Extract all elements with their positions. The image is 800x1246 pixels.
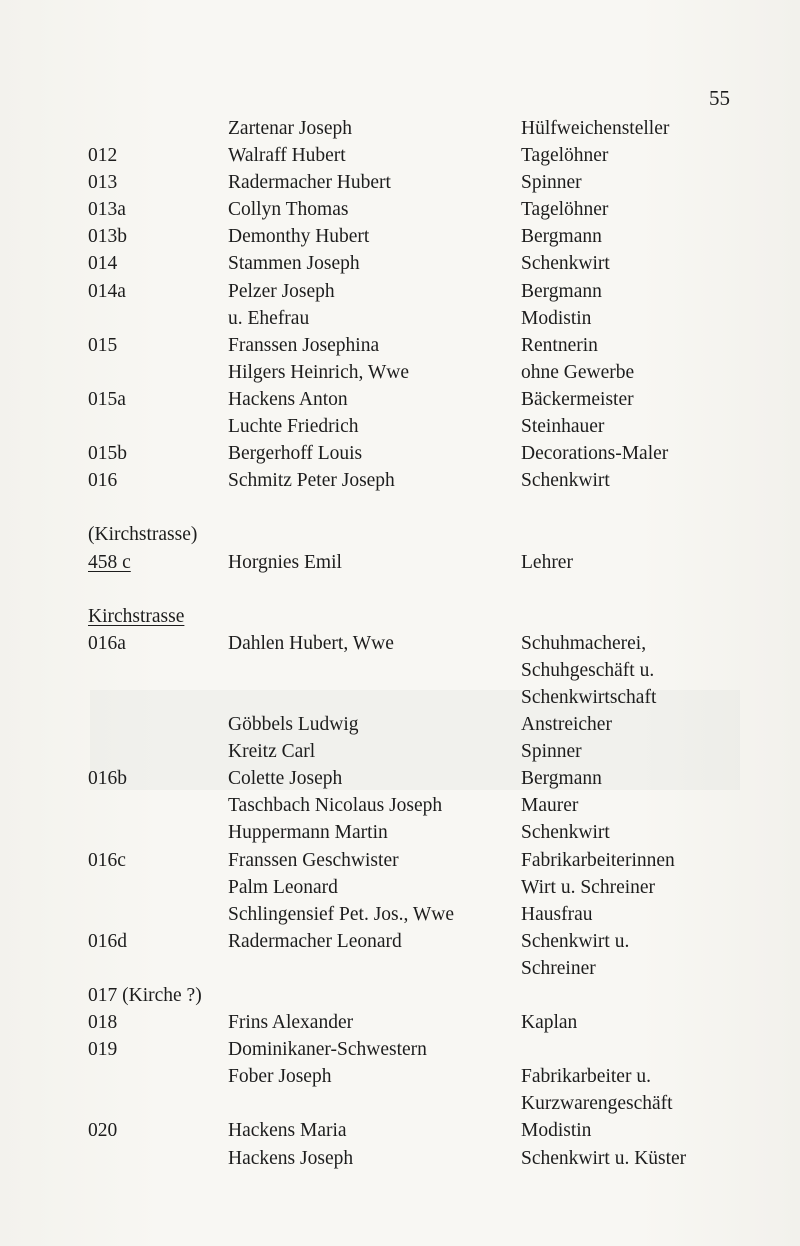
register-row (88, 738, 768, 765)
occupation: Bergmann (521, 280, 602, 302)
register-row (88, 1036, 768, 1063)
register-row (88, 576, 768, 603)
register-entries (88, 115, 768, 1172)
resident-name: Schlingensief Pet. Jos., Wwe (228, 903, 455, 925)
register-row (88, 413, 768, 440)
occupation: Lehrer (521, 551, 573, 573)
register-row (88, 874, 768, 901)
register-row (88, 440, 768, 467)
occupation: Schreiner (521, 957, 596, 979)
resident-name: Göbbels Ludwig (228, 714, 359, 736)
resident-name: Hackens Anton (228, 388, 348, 410)
occupation: Schenkwirt u. (521, 930, 630, 952)
house-number: 458 c (88, 551, 131, 573)
occupation: ohne Gewerbe (521, 361, 635, 383)
house-number: 013b (88, 226, 127, 248)
resident-name: Kreitz Carl (228, 741, 316, 763)
house-number: 016c (88, 849, 126, 871)
resident-name: Demonthy Hubert (228, 226, 370, 248)
resident-name: Luchte Friedrich (228, 416, 359, 438)
occupation: Anstreicher (521, 714, 612, 736)
register-row (88, 1009, 768, 1036)
resident-name: Huppermann Martin (228, 822, 388, 844)
register-row (88, 1117, 768, 1144)
house-number: 015b (88, 443, 127, 465)
resident-name: Horgnies Emil (228, 551, 342, 573)
register-row (88, 196, 768, 223)
occupation: Schuhmacherei, (521, 632, 647, 654)
occupation: Modistin (521, 1120, 592, 1142)
house-number: 014 (88, 253, 118, 275)
occupation: Schuhgeschäft u. (521, 659, 655, 681)
register-row (88, 982, 768, 1009)
resident-name: Collyn Thomas (228, 199, 349, 221)
house-number: 017 (Kirche ?) (88, 985, 202, 1006)
house-number: 016 (88, 470, 118, 492)
occupation: Hülfweichensteller (521, 118, 670, 139)
register-row (88, 467, 768, 494)
resident-name: Hackens Maria (228, 1120, 347, 1142)
resident-name: Colette Joseph (228, 768, 343, 790)
register-row (88, 494, 768, 521)
occupation: Schenkwirt (521, 822, 610, 844)
occupation: Tagelöhner (521, 199, 609, 221)
register-row (88, 603, 768, 630)
house-number: 013a (88, 199, 126, 221)
occupation: Decorations-Maler (521, 443, 669, 465)
resident-name: Dahlen Hubert, Wwe (228, 632, 394, 654)
register-row (88, 792, 768, 819)
occupation: Schenkwirt (521, 253, 610, 275)
resident-name: Stammen Joseph (228, 253, 360, 275)
house-number: Kirchstrasse (88, 605, 185, 627)
register-row (88, 521, 768, 548)
occupation: Modistin (521, 307, 592, 329)
register-row (88, 115, 768, 142)
register-row (88, 142, 768, 169)
occupation: Fabrikarbeiterinnen (521, 849, 675, 871)
register-row (88, 386, 768, 413)
occupation: Bergmann (521, 768, 602, 790)
resident-name: Pelzer Joseph (228, 280, 335, 302)
occupation: Schenkwirtschaft (521, 686, 657, 708)
register-row (88, 765, 768, 792)
house-number: 016b (88, 768, 127, 790)
house-number: 019 (88, 1039, 118, 1061)
register-row (88, 169, 768, 196)
register-row (88, 819, 768, 846)
occupation: Kaplan (521, 1012, 578, 1034)
occupation: Maurer (521, 795, 579, 817)
register-row (88, 359, 768, 386)
resident-name: u. Ehefrau (228, 307, 310, 329)
register-row (88, 250, 768, 277)
house-number: 016a (88, 632, 126, 654)
occupation: Spinner (521, 172, 582, 194)
house-number: 014a (88, 280, 126, 302)
occupation: Schenkwirt u. Küster (521, 1147, 687, 1169)
resident-name: Franssen Josephina (228, 334, 380, 356)
register-row (88, 847, 768, 874)
resident-name: Taschbach Nicolaus Joseph (228, 795, 443, 817)
register-row (88, 630, 768, 657)
resident-name: Frins Alexander (228, 1012, 354, 1034)
resident-name: Palm Leonard (228, 876, 338, 898)
house-number: 018 (88, 1012, 118, 1034)
register-row (88, 928, 768, 955)
register-row (88, 332, 768, 359)
occupation: Schenkwirt (521, 470, 610, 492)
register-row (88, 1090, 768, 1117)
resident-name: Schmitz Peter Joseph (228, 470, 395, 492)
house-number: 015a (88, 388, 126, 410)
resident-name: Bergerhoff Louis (228, 443, 363, 465)
house-number: 016d (88, 930, 127, 952)
resident-name: Dominikaner-Schwestern (228, 1039, 427, 1061)
occupation: Rentnerin (521, 334, 598, 356)
occupation: Spinner (521, 741, 582, 763)
occupation: Kurzwarengeschäft (521, 1093, 673, 1115)
house-number: (Kirchstrasse) (88, 524, 198, 546)
occupation: Bergmann (521, 226, 602, 248)
register-row (88, 657, 768, 684)
register-row (88, 549, 768, 576)
register-row (88, 1063, 768, 1090)
register-row (88, 278, 768, 305)
house-number: 013 (88, 172, 118, 194)
occupation: Wirt u. Schreiner (521, 876, 656, 898)
register-row (88, 223, 768, 250)
resident-name: Hilgers Heinrich, Wwe (228, 361, 410, 383)
occupation: Hausfrau (521, 903, 593, 925)
register-row (88, 955, 768, 982)
resident-name: Zartenar Joseph (228, 118, 352, 139)
resident-name: Franssen Geschwister (228, 849, 399, 871)
resident-name: Radermacher Leonard (228, 930, 402, 952)
register-row (88, 305, 768, 332)
occupation: Steinhauer (521, 416, 605, 438)
resident-name: Walraff Hubert (228, 145, 346, 167)
register-row (88, 711, 768, 738)
page-number: 55 (709, 86, 730, 110)
register-row (88, 901, 768, 928)
resident-name: Fober Joseph (228, 1066, 332, 1088)
house-number: 012 (88, 145, 118, 167)
register-row (88, 1145, 768, 1172)
resident-name: Radermacher Hubert (228, 172, 391, 194)
occupation: Bäckermeister (521, 388, 634, 410)
occupation: Fabrikarbeiter u. (521, 1066, 651, 1088)
occupation: Tagelöhner (521, 145, 609, 167)
house-number: 020 (88, 1120, 118, 1142)
resident-name: Hackens Joseph (228, 1147, 354, 1169)
register-row (88, 684, 768, 711)
house-number: 015 (88, 334, 118, 356)
